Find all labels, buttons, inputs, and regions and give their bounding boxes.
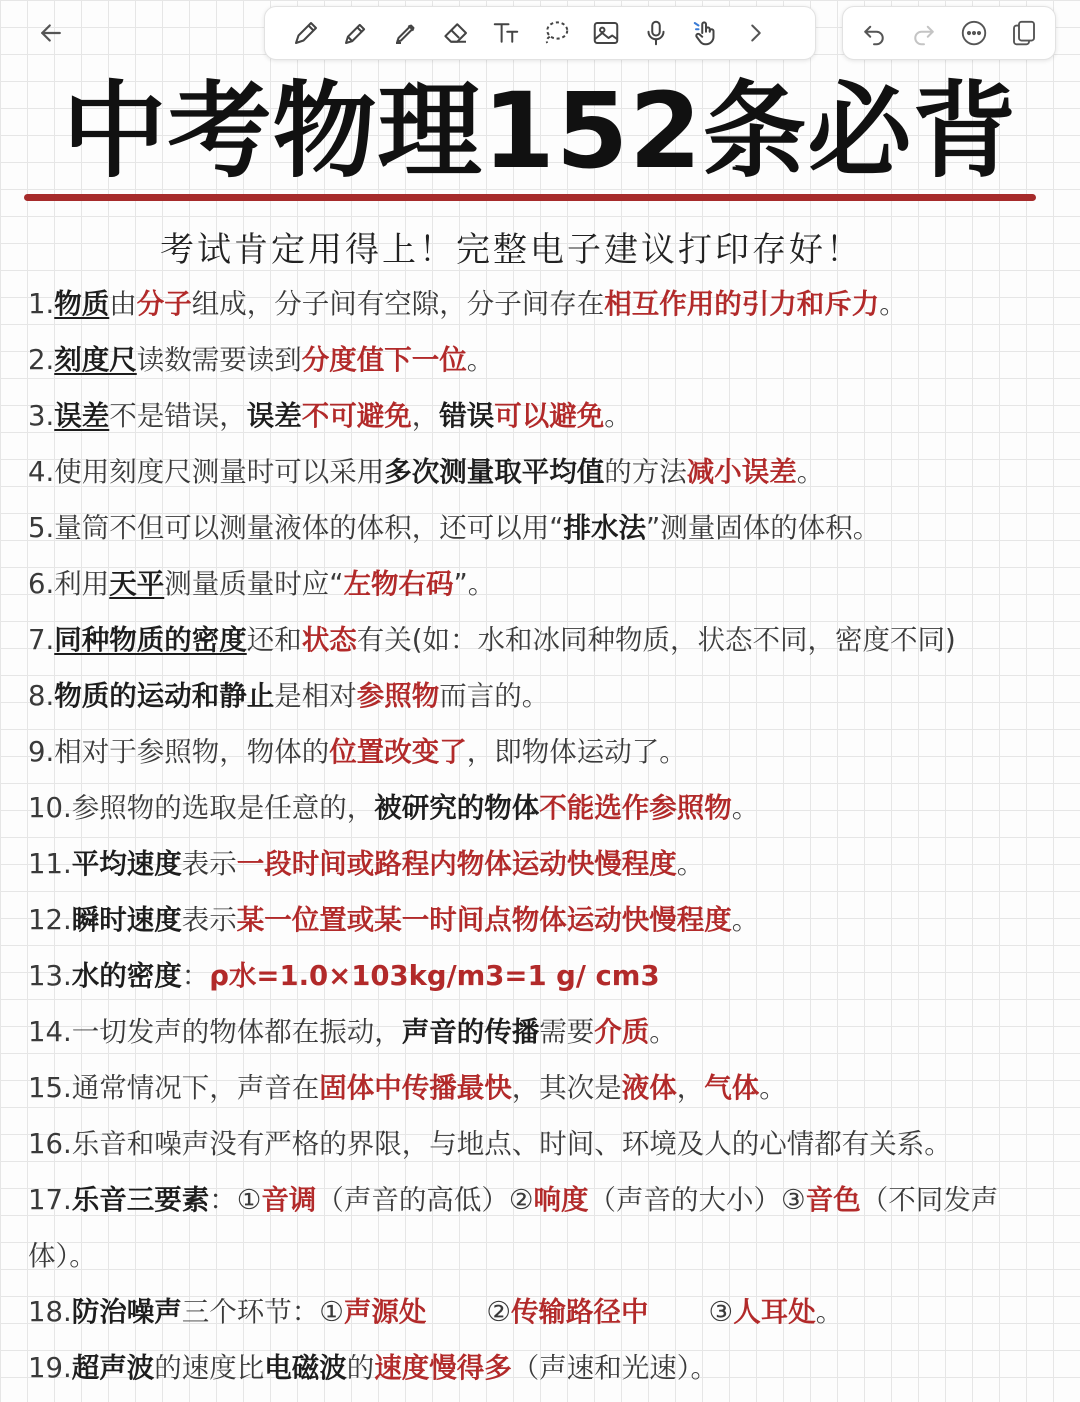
text-icon <box>491 18 521 48</box>
item-text: 7. <box>28 624 55 656</box>
fact-list <box>28 276 1058 1396</box>
more-icon <box>959 18 989 48</box>
item-text: （声音的大小）③ <box>588 1184 806 1216</box>
item-text: 8. <box>28 680 55 712</box>
key-term: 分度值下一位 <box>301 344 467 376</box>
touch-tool[interactable] <box>681 8 731 58</box>
item-text: 3. <box>28 400 55 432</box>
item-text: （不同发声体）。 <box>28 1184 999 1272</box>
item-text: 2. <box>28 344 55 376</box>
redo-button[interactable] <box>899 8 949 58</box>
item-text: 同种物质的密度 <box>54 624 247 656</box>
pages-icon <box>1009 18 1039 48</box>
item-text: 物质 <box>54 288 110 320</box>
item-text: 的速度比 <box>154 1352 265 1384</box>
key-term: 不能选作参照物 <box>539 792 732 824</box>
key-term: 音色 <box>805 1184 861 1216</box>
item-text: 18. <box>28 1296 72 1328</box>
key-term: 左物右码 <box>343 568 454 600</box>
title-underline <box>24 194 1036 201</box>
pen-icon <box>291 18 321 48</box>
item-text: 19. <box>28 1352 72 1384</box>
item-text: 水的密度 <box>71 960 182 992</box>
item-text: 表示 <box>181 904 237 936</box>
list-item <box>28 836 1058 892</box>
list-item <box>28 1004 1058 1060</box>
item-text: 11. <box>28 848 72 880</box>
item-text: 。 <box>879 288 907 320</box>
more-tools[interactable] <box>731 8 781 58</box>
list-item <box>28 612 1058 668</box>
key-term: 声源处 <box>343 1296 427 1328</box>
item-text: 乐音三要素 <box>71 1184 210 1216</box>
item-text: 13. <box>28 960 72 992</box>
item-text: 电磁波 <box>264 1352 347 1384</box>
item-text: 被研究的物体 <box>374 792 540 824</box>
list-item <box>28 1172 1058 1284</box>
item-text: 的 <box>346 1352 375 1384</box>
item-text: 9.相对于参照物，物体的 <box>28 736 330 768</box>
eraser-icon <box>441 18 471 48</box>
list-item <box>28 1284 1058 1340</box>
key-term: 人耳处 <box>733 1296 816 1328</box>
item-text: 声音的传播 <box>401 1016 540 1048</box>
key-term: 状态 <box>301 624 357 656</box>
list-item <box>28 668 1058 724</box>
item-text: 多次测量取平均值 <box>384 456 605 488</box>
key-term: 减小误差 <box>686 456 797 488</box>
item-text: 三个环节：① <box>181 1296 344 1328</box>
item-text: 1. <box>28 288 55 320</box>
chevron-right-icon <box>741 18 771 48</box>
item-text: 6.利用 <box>28 568 110 600</box>
list-item <box>28 556 1058 612</box>
pages-button[interactable] <box>999 8 1049 58</box>
item-text: 误差 <box>54 400 110 432</box>
list-item <box>28 780 1058 836</box>
item-text: 15.通常情况下，声音在 <box>28 1072 320 1104</box>
item-text: 。 <box>649 1016 677 1048</box>
item-text: ”测量固体的体积。 <box>645 512 881 544</box>
item-text: 瞬时速度 <box>71 904 182 936</box>
item-text: 10.参照物的选取是任意的， <box>28 792 375 824</box>
item-text: 需要 <box>539 1016 595 1048</box>
item-text: 12. <box>28 904 72 936</box>
highlighter-icon <box>391 18 421 48</box>
more-button[interactable] <box>949 8 999 58</box>
drawing-toolbar <box>264 6 816 60</box>
item-text: 天平 <box>109 568 165 600</box>
arrow-left-icon <box>36 18 66 48</box>
item-text: 由 <box>109 288 137 320</box>
item-text: 不是错误， <box>109 400 247 432</box>
item-text: ： <box>181 960 210 992</box>
item-text: 平均速度 <box>71 848 182 880</box>
back-button[interactable] <box>28 12 74 54</box>
pencil-icon <box>341 18 371 48</box>
item-text: 而言的。 <box>439 680 550 712</box>
key-term: 分子 <box>136 288 192 320</box>
item-text: 的方法 <box>604 456 687 488</box>
key-term: 一段时间或路程内物体运动快慢程度 <box>236 848 677 880</box>
key-term: 气体 <box>704 1072 760 1104</box>
key-term: 响度 <box>533 1184 589 1216</box>
undo-icon <box>859 18 889 48</box>
item-text: 测量质量时应“ <box>164 568 344 600</box>
list-item <box>28 444 1058 500</box>
list-item <box>28 388 1058 444</box>
item-text: 存在 <box>549 288 605 320</box>
lasso-tool[interactable] <box>531 8 581 58</box>
item-text: （声音的高低）② <box>316 1184 534 1216</box>
redo-icon <box>909 18 939 48</box>
list-item <box>28 332 1058 388</box>
item-text: 4.使用刻度尺测量时可以采用 <box>28 456 385 488</box>
item-text: 。 <box>796 456 825 488</box>
key-term: 速度慢得多 <box>374 1352 512 1384</box>
list-item <box>28 500 1058 556</box>
item-text: ”。 <box>453 568 496 600</box>
list-item <box>28 276 1058 332</box>
lasso-icon <box>541 18 571 48</box>
item-text: 。 <box>815 1296 844 1328</box>
list-item <box>28 1060 1058 1116</box>
list-item <box>28 1116 1058 1172</box>
key-term: 某一位置或某一时间点物体运动快慢程度 <box>236 904 732 936</box>
item-text: ， <box>676 1072 705 1104</box>
text-tool[interactable] <box>481 8 531 58</box>
undo-button[interactable] <box>849 8 899 58</box>
item-text: 超声波 <box>71 1352 155 1384</box>
item-text: 。 <box>604 400 632 432</box>
key-term: 液体 <box>621 1072 677 1104</box>
pencil-tool[interactable] <box>331 8 381 58</box>
microphone-tool[interactable] <box>631 8 681 58</box>
item-text: 组成，分子间有空隙，分子间 <box>191 288 550 320</box>
key-term: 固体中传播最快 <box>319 1072 512 1104</box>
image-tool[interactable] <box>581 8 631 58</box>
item-text: 5.量筒不但可以测量液体的体积，还可以用“ <box>28 512 564 544</box>
item-text: 。 <box>731 792 760 824</box>
hand-pointer-icon <box>691 18 721 48</box>
pen-tool[interactable] <box>281 8 331 58</box>
item-text: 错误 <box>439 400 495 432</box>
item-text: （声速和光速）。 <box>511 1352 718 1384</box>
item-text: ：① <box>209 1184 262 1216</box>
item-text: 排水法 <box>563 512 646 544</box>
item-text: 。 <box>466 344 495 376</box>
key-term: ρ水=1.0×103kg/m3=1 g/ cm3 <box>209 960 660 992</box>
key-term: 参照物 <box>356 680 440 712</box>
page-subtitle: 考试肯定用得上！完整电子建议打印存好！ <box>160 230 863 270</box>
item-text: 误差 <box>246 400 302 432</box>
list-item <box>28 1340 1058 1396</box>
page-title: 中考物理152条必背 <box>62 70 1018 192</box>
action-toolbar <box>842 6 1056 60</box>
item-text: 。 <box>676 848 705 880</box>
item-text: ， <box>411 400 440 432</box>
list-item <box>28 948 1058 1004</box>
item-text: ② <box>486 1296 512 1328</box>
list-item <box>28 724 1058 780</box>
item-text: ，即物体运动了。 <box>466 736 687 768</box>
item-text: 17. <box>28 1184 72 1216</box>
item-text: 。 <box>759 1072 787 1104</box>
key-term: 不可避免 <box>301 400 412 432</box>
item-text: 还和 <box>246 624 302 656</box>
key-term: 相互作用的引力和斥力 <box>604 288 880 320</box>
item-text: 防治噪声 <box>71 1296 182 1328</box>
item-text: 16.乐音和噪声没有严格的界限，与地点、时间、环境及人的心情都有关系。 <box>28 1128 952 1160</box>
key-term: 位置改变了 <box>329 736 467 768</box>
item-text: ，其次是 <box>511 1072 622 1104</box>
image-icon <box>591 18 621 48</box>
item-text: 14.一切发声的物体都在振动， <box>28 1016 402 1048</box>
eraser-tool[interactable] <box>431 8 481 58</box>
item-text: 刻度尺 <box>54 344 137 376</box>
item-text: 表示 <box>181 848 237 880</box>
item-text: 读数需要读到 <box>136 344 302 376</box>
key-term: 可以避免 <box>494 400 605 432</box>
item-text: 。 <box>731 904 760 936</box>
item-text: ③ <box>708 1296 734 1328</box>
item-text: 是相对 <box>274 680 357 712</box>
item-text: 有关(如：水和冰同种物质，状态不同，密度不同) <box>356 624 956 656</box>
list-item <box>28 892 1058 948</box>
key-term: 介质 <box>594 1016 650 1048</box>
item-text: 物质的运动和静止 <box>54 680 275 712</box>
key-term: 音调 <box>261 1184 317 1216</box>
microphone-icon <box>641 18 671 48</box>
key-term: 传输路径中 <box>511 1296 649 1328</box>
highlighter-tool[interactable] <box>381 8 431 58</box>
